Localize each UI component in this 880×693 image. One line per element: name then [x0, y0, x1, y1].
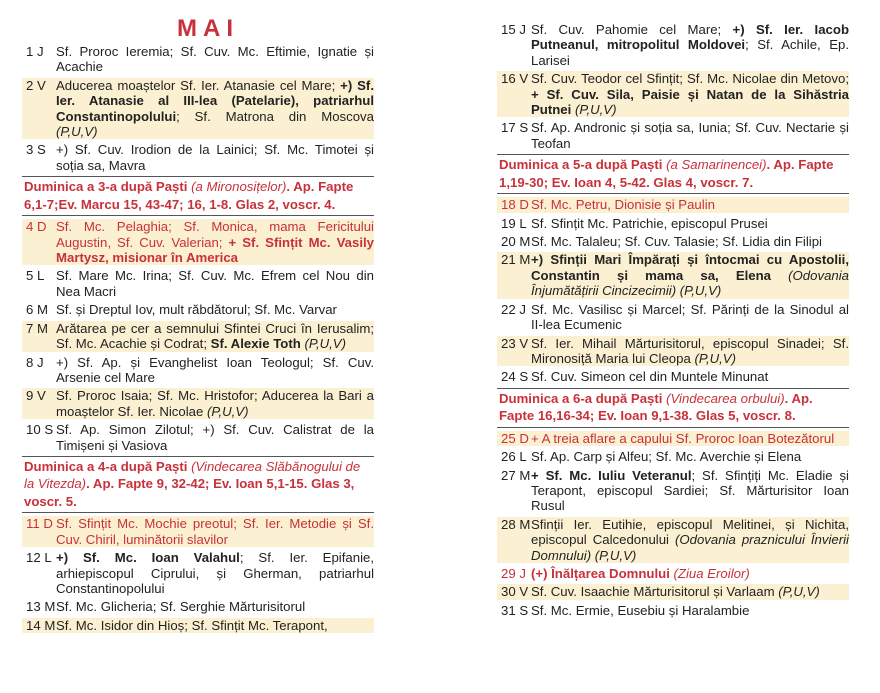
day-label: 16 V — [497, 71, 531, 117]
day-label: 19 L — [501, 215, 527, 231]
text-fragment: (Vindecarea orbului) — [666, 390, 785, 406]
saints-text — [531, 336, 849, 367]
calendar-entry — [497, 584, 849, 599]
text-fragment: (+) Înălțarea Domnului — [531, 565, 670, 581]
text-fragment: ; Sf. Ier. Epifanie, arhiepiscopul Ciprului, și Gherman, patriarhul Constantinopolului — [56, 550, 374, 597]
calendar-entry — [497, 336, 849, 367]
text-fragment: Duminica a 4-a după Paști — [24, 458, 192, 474]
saints-text — [531, 22, 849, 68]
calendar-entry — [497, 252, 849, 298]
text-fragment: (P,U,V) — [56, 124, 98, 140]
day-label: 23 V — [497, 336, 531, 367]
text-fragment: Sf. Mare Mc. Irina; Sf. Cuv. Mc. Efrem cel Nou din Nea Macri — [56, 268, 374, 299]
text-fragment: +) Sf. Ier. Atanasie al III-lea (Patelarie), patriarhul Constantinopolului — [56, 77, 374, 124]
text-fragment: (P,U,V) — [574, 102, 617, 118]
saints-text — [56, 321, 374, 352]
calendar-entry — [497, 517, 849, 563]
day-label: 20 M — [501, 234, 531, 250]
calendar-entry — [497, 468, 849, 514]
text-fragment: Duminica a 5-a după Paști — [499, 157, 667, 173]
text-fragment: Sf. Ap. Carp și Alfeu; Sf. Mc. Averchie și Elena — [531, 449, 802, 465]
saints-text — [56, 550, 374, 596]
saints-text — [531, 197, 849, 212]
saints-text — [531, 468, 849, 514]
sunday-reading — [497, 388, 849, 428]
day-label: 5 L — [26, 268, 45, 284]
saints-text — [56, 618, 374, 633]
sunday-reading — [22, 456, 374, 514]
text-fragment: Sf. și Dreptul Iov, mult răbdătorul; Sf. Mc. Varvar — [56, 302, 337, 318]
calendar-entry — [497, 369, 849, 384]
text-fragment: + A treia aflare a capului Sf. Proroc Ioan Botezătorul — [531, 430, 835, 446]
saints-text — [56, 302, 374, 317]
text-fragment: + Sf. Cuv. Sila, Paisie și Natan de la Sihăstria Putnei — [531, 86, 849, 118]
day-label: 30 V — [497, 584, 531, 599]
saints-text — [531, 252, 849, 298]
text-fragment: Sf. Mc. Glicheria; Sf. Serghie Mărturisitorul — [56, 599, 306, 615]
calendar-entry — [497, 71, 849, 117]
saints-text — [56, 219, 374, 265]
calendar-entry — [497, 449, 849, 464]
text-fragment: Sf. Sfințit Mc. Mochie preotul; Sf. Ier. Metodie și Sf. Cuv. Chiril, luminătorii slavilor — [56, 516, 374, 547]
text-fragment: Sf. Ier. Mihail Mărturisitorul, episcopul Sinadei; Sf. Mironosiță Maria lui Cleopa — [531, 335, 849, 366]
text-fragment: Sf. Cuv. Teodor cel Sfințit; Sf. Mc. Nicolae din Metovo; — [531, 71, 849, 87]
text-fragment: Sf. Sfințit Mc. Patrichie, episcopul Prusei — [531, 215, 768, 231]
saints-text — [531, 517, 849, 563]
text-fragment: Sf. Proroc Isaia; Sf. Mc. Hristofor; Aducerea la Bari a moaștelor Sf. Ier. Nicolae — [56, 388, 374, 419]
day-label: 9 V — [22, 388, 56, 419]
text-fragment: Sf. Mc. Vasilisc și Marcel; Sf. Părinți de la Sinodul al II-lea Ecumenic — [531, 301, 849, 333]
text-fragment: Sf. Cuv. Isaachie Mărturisitorul și Varlaam — [531, 584, 779, 600]
text-fragment: (Ziua Eroilor) — [673, 565, 750, 581]
text-fragment: (Odovania Înjumătățirii Cincizecimii) (P,U,V) — [531, 267, 850, 299]
calendar-entry — [22, 618, 374, 633]
text-fragment: + Sf. Sfințit Mc. Vasily Martysz, misionar în America — [56, 234, 374, 266]
day-label: 31 S — [501, 602, 529, 618]
saints-text — [56, 44, 374, 75]
text-fragment: Sf. Cuv. Simeon cel din Muntele Minunat — [531, 369, 769, 385]
day-label: 13 M — [26, 599, 56, 615]
day-label: 27 M — [501, 467, 531, 483]
text-fragment: (a Mironosițelor) — [191, 179, 287, 195]
day-label: 14 M — [22, 618, 56, 633]
text-fragment: . Ap. Fapte 1,19-30; Ev. Ioan 4, 5-42. Glas 4, voscr. 7. — [499, 157, 834, 190]
day-label: 17 S — [501, 120, 529, 136]
day-label: 28 M — [497, 517, 531, 563]
saints-text — [531, 216, 849, 231]
saints-text — [56, 516, 374, 547]
saints-text — [56, 268, 374, 299]
saints-text — [531, 584, 849, 599]
calendar-entry — [497, 234, 849, 249]
saints-text — [56, 422, 374, 453]
right-column — [497, 22, 849, 621]
calendar-entry — [22, 78, 374, 140]
day-label: 25 D — [497, 431, 531, 446]
text-fragment: (P,U,V) — [778, 584, 820, 600]
text-fragment: Sf. Alexie Toth — [210, 336, 301, 352]
calendar-entry — [22, 142, 374, 173]
saints-text — [531, 234, 849, 249]
calendar-entry — [22, 550, 374, 596]
text-fragment: Duminica a 3-a după Paști — [24, 179, 192, 195]
calendar-entry — [22, 219, 374, 265]
text-fragment: Aducerea moaștelor Sf. Ier. Atanasie cel Mare; — [56, 77, 341, 93]
text-fragment: +) Sf. Cuv. Irodion de la Lainici; Sf. Mc. Timotei și soția sa, Mavra — [56, 142, 374, 173]
saints-text — [531, 603, 849, 618]
day-label: 7 M — [22, 321, 56, 352]
text-fragment: (P,U,V) — [207, 403, 249, 419]
saints-text — [531, 369, 849, 384]
text-fragment: + Sf. Mc. Iuliu Veteranul — [531, 467, 692, 483]
left-column — [22, 0, 374, 636]
text-fragment: Arătarea pe cer a semnului Sfintei Cruci în Ierusalim; Sf. Mc. Acachie și Codrat; — [56, 320, 374, 352]
text-fragment: Sf. Mc. Pelaghia; Sf. Monica, mama Fericitului Augustin, Sf. Cuv. Valerian; — [56, 219, 374, 250]
text-fragment: Duminica a 6-a după Paști — [499, 390, 667, 406]
day-label: 22 J — [501, 301, 526, 317]
text-fragment: Sf. Ap. Simon Zilotul; +) Sf. Cuv. Calistrat de la Timișeni și Vasiova — [56, 422, 374, 453]
calendar-entry — [497, 22, 849, 68]
saints-text — [531, 302, 849, 333]
text-fragment: Sf. Mc. Isidor din Hioș; Sf. Sfințit Mc. Terapont, — [56, 617, 328, 633]
calendar-entry — [497, 120, 849, 151]
text-fragment: Sf. Cuv. Pahomie cel Mare; — [531, 22, 733, 37]
text-fragment: . Ap. Fapte 6,1-7;Ev. Marcu 15, 43-47; 16, 1-8. Glas 2, voscr. 4. — [24, 179, 354, 212]
day-label: 12 L — [26, 550, 52, 566]
text-fragment: +) Sf. Mc. Ioan Valahul — [56, 550, 240, 566]
day-label: 1 J — [26, 44, 44, 59]
text-fragment: Sfinții Ier. Eutihie, episcopul Melitinei, și Nichita, episcopul Calcedonului — [531, 516, 849, 548]
text-fragment: +) Sf. Ier. Iacob Putneanul, mitropolitul Moldovei — [531, 22, 849, 53]
text-fragment: +) Sfinții Mari Împărați și întocmai cu Apostolii, Constantin și mama sa, Elena — [531, 252, 849, 283]
calendar-entry — [22, 302, 374, 317]
text-fragment: ; Sf. Sfințiți Mc. Eladie și Terapont, episcopul Sardiei; Sf. Mărturisitor Ioan Rusul — [531, 467, 849, 514]
text-fragment: (Odovania praznicului Învierii Domnului) (P,U,V) — [531, 532, 849, 563]
day-label: 8 J — [26, 354, 44, 370]
text-fragment: Sf. Proroc Ieremia; Sf. Cuv. Mc. Eftimie, Ignatie și Acachie — [56, 44, 374, 75]
text-fragment — [771, 268, 788, 283]
calendar-entry — [22, 321, 374, 352]
text-fragment: (P,U,V) — [304, 336, 346, 352]
day-label: 4 D — [22, 219, 56, 265]
text-fragment: Sf. Mc. Petru, Dionisie și Paulin — [531, 197, 715, 213]
calendar-entry — [22, 422, 374, 453]
sunday-reading — [497, 154, 849, 194]
calendar-entry — [497, 566, 849, 581]
day-label: 26 L — [501, 449, 527, 465]
calendar-entry — [497, 216, 849, 231]
text-fragment: Sf. Mc. Talaleu; Sf. Cuv. Talasie; Sf. Lidia din Filipi — [531, 234, 822, 250]
text-fragment: . Ap. Fapte 9, 32-42; Ev. Ioan 5,1-15. Glas 3, voscr. 5. — [24, 476, 355, 509]
day-label: 11 D — [22, 516, 56, 547]
text-fragment: . Ap. Fapte 16,16-34; Ev. Ioan 9,1-38. Glas 5, voscr. 8. — [499, 390, 813, 424]
text-fragment: (P,U,V) — [694, 350, 736, 366]
saints-text — [531, 120, 849, 151]
page-title: MAI — [177, 15, 239, 42]
sunday-reading — [22, 176, 374, 216]
day-label: 2 V — [22, 78, 56, 140]
saints-text — [56, 355, 374, 386]
day-label: 29 J — [501, 565, 526, 581]
calendar-entry — [22, 268, 374, 299]
calendar-entry — [22, 516, 374, 547]
saints-text — [56, 599, 374, 614]
saints-text — [531, 71, 849, 117]
text-fragment: Sf. Ap. Andronic și soția sa, Iunia; Sf. Cuv. Nectarie și Teofan — [531, 120, 849, 151]
text-fragment: Sf. Mc. Ermie, Eusebiu și Haralambie — [531, 602, 750, 618]
day-label: 21 M — [497, 252, 531, 298]
calendar-entry — [22, 44, 374, 75]
calendar-entry — [22, 599, 374, 614]
day-label: 10 S — [26, 422, 54, 438]
text-fragment: (Vindecarea Slăbănogului de la Vitezda) — [24, 458, 361, 492]
calendar-entry — [22, 355, 374, 386]
calendar-entry — [497, 431, 849, 446]
text-fragment: +) Sf. Ap. și Evanghelist Ioan Teologul; Sf. Cuv. Arsenie cel Mare — [56, 354, 374, 385]
calendar-entry — [497, 197, 849, 212]
day-label: 18 D — [497, 197, 531, 212]
saints-text — [56, 78, 374, 140]
day-label: 6 M — [26, 302, 48, 318]
text-fragment: ; Sf. Matrona din Moscova — [176, 108, 374, 124]
text-fragment: (a Samarinencei) — [666, 157, 767, 173]
calendar-entry — [497, 603, 849, 618]
saints-text — [56, 388, 374, 419]
day-label: 15 J — [501, 22, 526, 37]
saints-text — [531, 449, 849, 464]
saints-text — [56, 142, 374, 173]
saints-text — [531, 431, 849, 446]
day-label: 24 S — [501, 369, 529, 385]
calendar-entry — [497, 302, 849, 333]
saints-text — [531, 566, 849, 581]
text-fragment: ; Sf. Achile, Ep. Larisei — [531, 37, 849, 68]
calendar-entry — [22, 388, 374, 419]
day-label: 3 S — [26, 142, 46, 158]
